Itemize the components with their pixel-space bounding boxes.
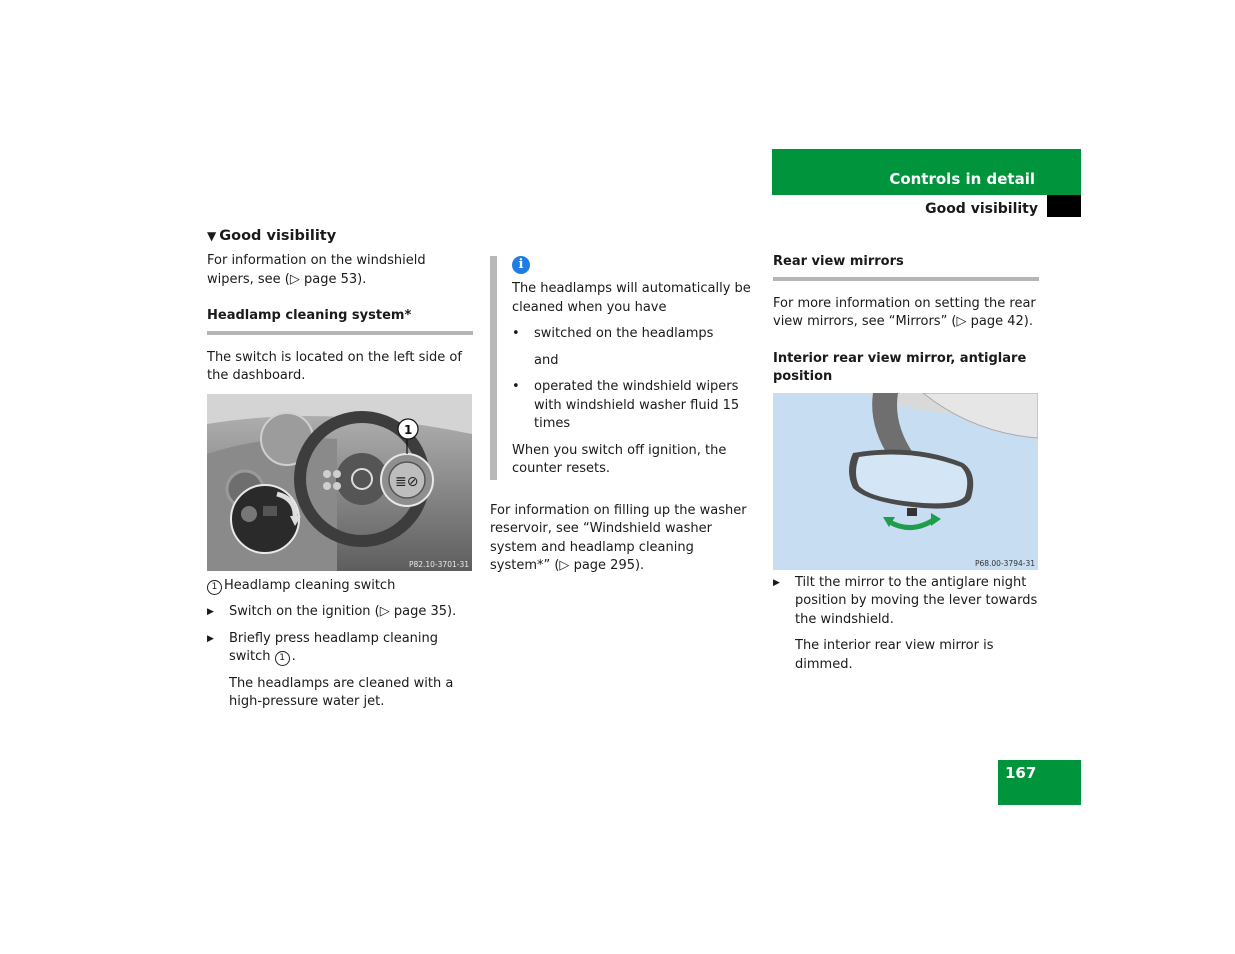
triangle-right-icon: ▶ — [773, 577, 780, 588]
section-heading: ▼ Good visibility — [207, 228, 337, 244]
figure-code: P82.10-3701-31 — [408, 559, 469, 569]
page-number-box — [998, 760, 1081, 805]
triangle-right-icon: ▶ — [207, 633, 214, 644]
headlamp-cleaning-heading: Headlamp cleaning system* — [207, 307, 473, 335]
step-ignition: ▶ Switch on the ignition (▷ page 35). — [207, 603, 473, 622]
column-left — [207, 226, 473, 712]
figure-code: P68.00-3794-31 — [974, 558, 1035, 568]
legend-number: 1 — [207, 580, 222, 595]
info-counter-reset: When you switch off ignition, the counter resets. — [512, 442, 727, 476]
washer-reservoir-info: For information on filling up the washer reservoir, see “Windshield washer system and headlamp cleaning system*” (▷ page 295). — [490, 502, 747, 573]
section-title: Good visibility — [925, 201, 1038, 217]
info-bullet-wipers: • operated the windshield wipers with windshield washer fluid 15 times — [512, 379, 740, 431]
info-box — [490, 254, 754, 479]
svg-text:≣⊘: ≣⊘ — [395, 473, 419, 490]
dashboard-figure — [207, 394, 472, 571]
chapter-title: Controls in detail — [889, 170, 1035, 188]
switch-location-text: The switch is located on the left side of the dashboard. — [207, 349, 462, 383]
antiglare-heading: Interior rear view mirror, antiglare position — [773, 350, 1027, 384]
figure-legend: 1 Headlamp cleaning switch — [207, 577, 473, 596]
step-press-switch: ▶ Briefly press headlamp cleaning switch 1 . — [207, 630, 439, 664]
step-result: The headlamps are cleaned with a high-pressure water jet. — [229, 675, 454, 709]
header-chapter-bar — [772, 149, 1081, 195]
info-intro: The headlamps will automatically be cleaned when you have — [512, 281, 751, 315]
dashboard-illustration — [207, 394, 472, 571]
section-marker-block — [1047, 195, 1081, 217]
page-number: 167 — [1005, 764, 1037, 782]
figure-callout-label: 1 — [404, 422, 413, 437]
triangle-down-icon: ▼ — [207, 229, 217, 243]
column-middle — [490, 254, 754, 576]
mirrors-intro: For more information on setting the rear view mirrors, see “Mirrors” (▷ page 42). — [773, 295, 1036, 329]
triangle-right-icon: ▶ — [207, 607, 214, 617]
switch-ref-number: 1 — [275, 651, 290, 666]
step-tilt-mirror: ▶ Tilt the mirror to the antiglare night position by moving the lever towards the windshield. — [773, 574, 1038, 627]
wipers-intro: For information on the windshield wipers, see (▷ page 53). — [207, 253, 426, 287]
info-and: and — [534, 352, 559, 368]
mirror-illustration — [773, 393, 1038, 570]
info-icon: i — [512, 256, 530, 274]
mirror-figure — [773, 393, 1038, 570]
rear-view-mirrors-heading: Rear view mirrors — [773, 253, 1039, 281]
column-right — [773, 253, 1039, 674]
mirror-dimmed-result: The interior rear view mirror is dimmed. — [795, 638, 994, 672]
info-bullet-headlamps: • switched on the headlamps — [512, 326, 714, 341]
info-box-bar — [490, 256, 497, 480]
